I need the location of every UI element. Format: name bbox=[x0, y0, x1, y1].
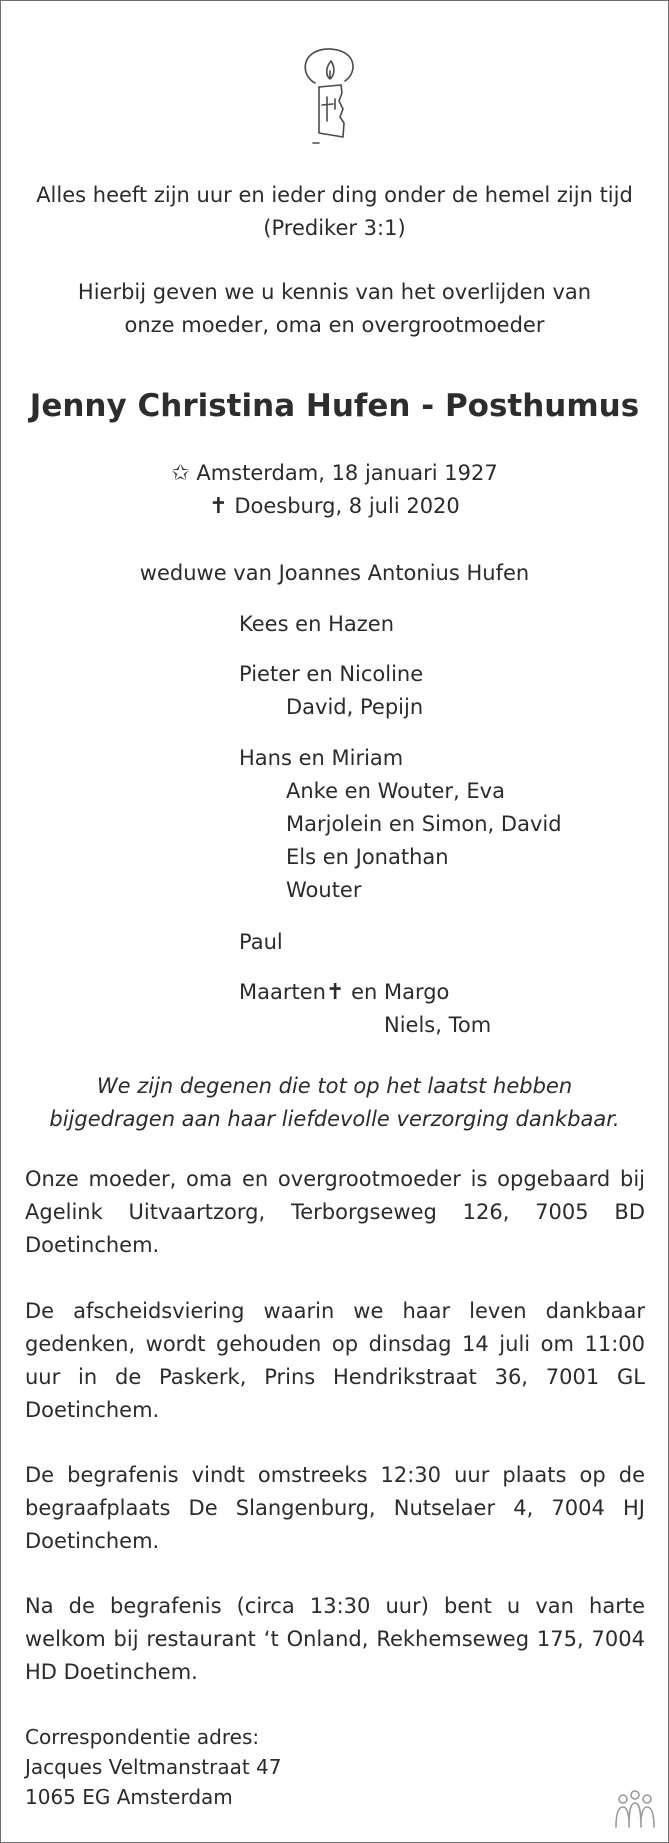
bible-quote bbox=[1, 179, 668, 245]
paragraph-laid-out: Onze moeder, oma en overgrootmoeder is opgebaard bij Agelink Uitvaartzorg, Terborgseweg 126, 7005 BD Doetinchem. bbox=[25, 1167, 645, 1257]
correspondence-address bbox=[25, 1722, 282, 1812]
intro-line-1: Hierbij geven we u kennis van het overlijden van bbox=[77, 280, 592, 304]
widow-line: weduwe van Joannes Antonius Hufen bbox=[139, 561, 530, 585]
paragraph-reception: Na de begrafenis (circa 13:30 uur) bent u van harte welkom bij restaurant ‘t Onland, Rekhemseweg 175, 7004 HD Doetinchem. bbox=[25, 1594, 645, 1684]
paragraph-farewell-service: De afscheidsviering waarin we haar leven dankbaar gedenken, wordt gehouden op dinsdag 14 juli om 11:00 uur in de Paskerk, Prins Hendrikstraat 36, 7001 GL Doetinchem. bbox=[25, 1299, 645, 1422]
death-text: Doesburg, 8 juli 2020 bbox=[234, 494, 460, 518]
family-pieter-children: David, Pepijn bbox=[286, 695, 424, 719]
life-dates bbox=[1, 457, 668, 523]
announcement-intro bbox=[1, 276, 668, 342]
correspondence-label: Correspondentie adres: bbox=[25, 1725, 260, 1749]
family-hans-child: Els en Jonathan bbox=[286, 845, 449, 869]
people-group-icon bbox=[613, 1789, 657, 1829]
family-hans-child: Marjolein en Simon, David bbox=[286, 812, 562, 836]
maarten-name: Maarten bbox=[239, 980, 326, 1004]
quote-reference: (Prediker 3:1) bbox=[263, 216, 406, 240]
cross-icon: ✝ bbox=[209, 494, 228, 519]
family-hans: Hans en Miriam bbox=[239, 746, 404, 770]
death-line bbox=[1, 490, 668, 523]
cross-icon: ✝ bbox=[325, 980, 345, 1005]
intro-line-2: onze moeder, oma en overgrootmoeder bbox=[124, 313, 545, 337]
family-maarten-children: Niels, Tom bbox=[384, 1013, 492, 1037]
family-pieter: Pieter en Nicoline bbox=[239, 662, 424, 686]
deceased-name: Jenny Christina Hufen - Posthumus bbox=[29, 388, 640, 424]
correspondence-street: Jacques Veltmanstraat 47 bbox=[25, 1755, 282, 1779]
family-kees: Kees en Hazen bbox=[239, 612, 394, 636]
gratitude-line-1: We zijn degenen die tot op het laatst hebben bbox=[96, 1074, 573, 1098]
family-maarten bbox=[239, 976, 449, 1009]
candle-with-cross-icon bbox=[297, 47, 367, 155]
family-paul: Paul bbox=[239, 930, 283, 954]
family-hans-child: Anke en Wouter, Eva bbox=[286, 779, 505, 803]
family-hans-child: Wouter bbox=[286, 878, 362, 902]
gratitude-line-2: bijgedragen aan haar liefdevolle verzorging dankbaar. bbox=[49, 1107, 620, 1131]
birth-line bbox=[1, 457, 668, 490]
birth-text: Amsterdam, 18 januari 1927 bbox=[196, 461, 498, 485]
paragraph-burial: De begrafenis vindt omstreeks 12:30 uur plaats op de begraafplaats De Slangenburg, Nutselaer 4, 7004 HJ Doetinchem. bbox=[25, 1463, 645, 1553]
quote-line: Alles heeft zijn uur en ieder ding onder de hemel zijn tijd bbox=[36, 183, 633, 207]
correspondence-city: 1065 EG Amsterdam bbox=[25, 1785, 233, 1809]
star-icon: ✩ bbox=[171, 461, 190, 486]
maarten-partner: en Margo bbox=[344, 980, 450, 1004]
gratitude-text bbox=[1, 1070, 668, 1136]
